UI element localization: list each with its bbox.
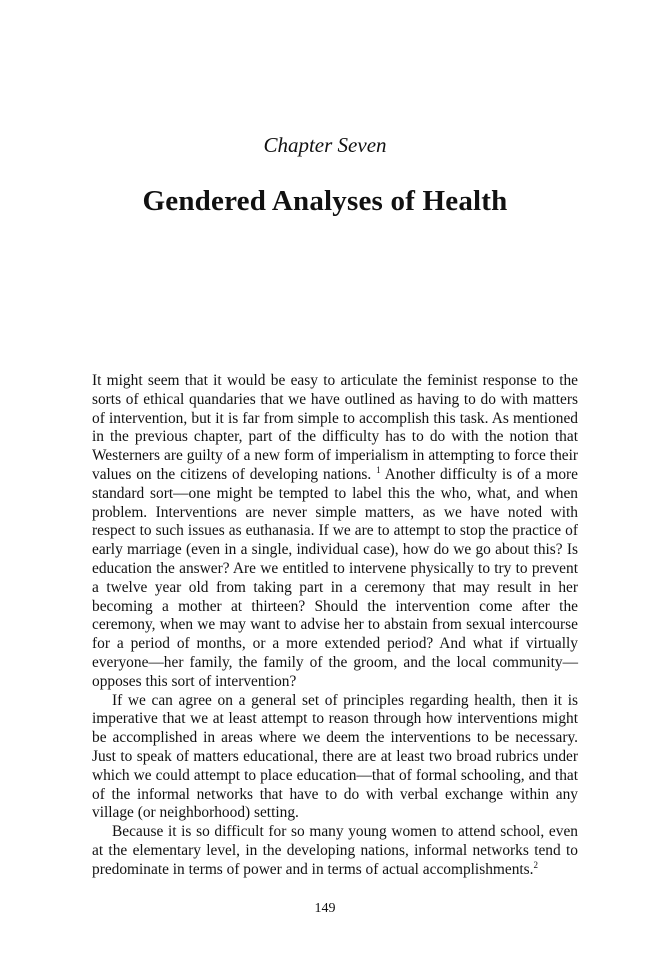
paragraph-text: It might seem that it would be easy to articulate the feminist response to the sorts of ethical quandaries that we have outlined as having to do with matters of intervention, but it is far from simple to accomplish this task. As mentioned in the previous chapter, part of the difficulty has to do with the notion that Westerners are guilty of a new form of imperialism in attempting to force their values on the citizens of developing nations. [92, 372, 578, 483]
paragraph-3 [92, 823, 578, 879]
page-number: 149 [314, 901, 336, 916]
paragraph-text: If we can agree on a general set of principles regarding health, then it is imperative that we at least attempt to reason through how interventions might be accomplished in areas where we deem the interventions to be necessary. Just to speak of matters educational, there are at least two broad rubrics under which we could attempt to place education—that of formal schooling, and that of the informal networks that have to do with verbal exchange within any village (or neighborhood) setting. [92, 691, 578, 822]
chapter-title: Gendered Analyses of Health [142, 185, 508, 217]
footnote-marker[interactable]: 1 [376, 464, 381, 475]
paragraph-1 [92, 372, 578, 692]
paragraph-text: Because it is so difficult for so many young women to attend school, even at the elementary level, in the developing nations, informal networks tend to predominate in terms of power and in terms of actual accomplishments. [92, 823, 578, 878]
body-text [92, 372, 578, 880]
chapter-label: Chapter Seven [263, 133, 387, 157]
paragraph-text: Another difficulty is of a more standard sort—one might be tempted to label this the who, what, and when problem. Interventions are never simple matters, as we have noted with respect to such issues as euthanasia. If we are to attempt to stop the practice of early marriage (even in a single, individual case), how do we go about this? Is education the answer? Are we entitled to intervene physically to try to prevent a twelve year old from taking part in a ceremony that may result in her becoming a mother at thirteen? Should the intervention come after the ceremony, when we may want to advise her to abstain from sexual intercourse for a period of months, or a more extended period? And what if virtually everyone—her family, the family of the groom, and the local community—opposes this sort of intervention? [92, 465, 578, 690]
footnote-marker[interactable]: 2 [533, 859, 538, 870]
paragraph-2 [92, 692, 578, 824]
